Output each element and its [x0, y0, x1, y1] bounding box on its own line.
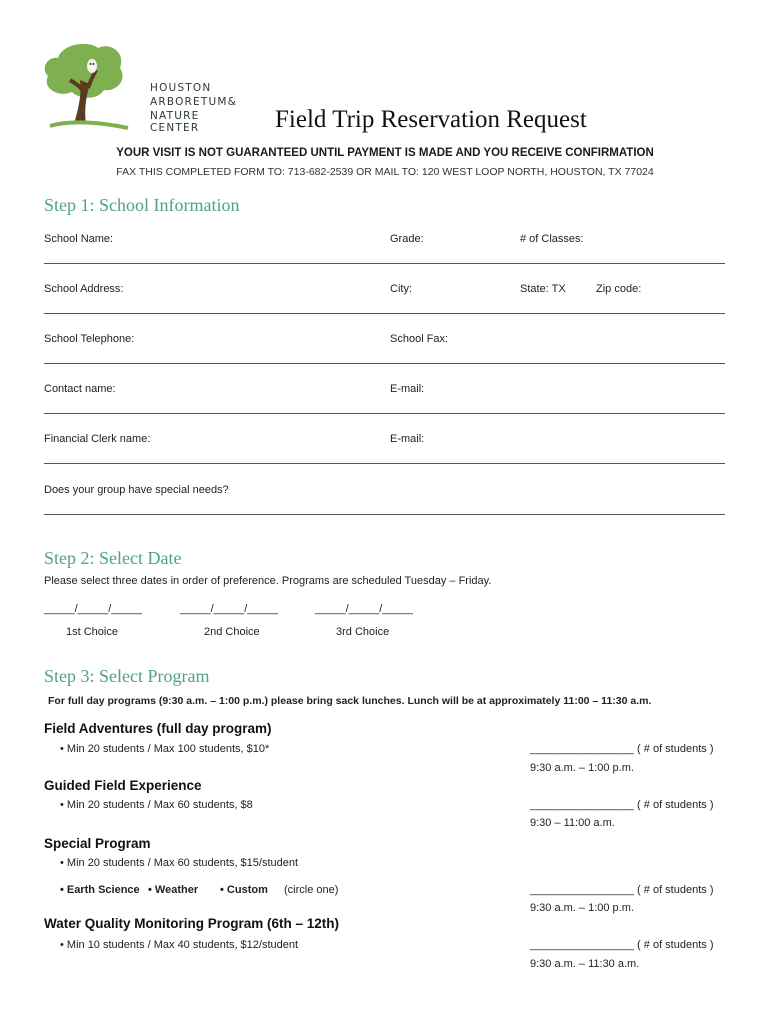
program-water-quality-title: Water Quality Monitoring Program (6th – 12th)	[44, 916, 340, 931]
logo-line-3: NATURE CENTER	[150, 110, 200, 134]
logo-line-2: ARBORETUM&	[150, 96, 238, 108]
program-water-quality-time: 9:30 a.m. – 11:30 a.m.	[530, 958, 640, 970]
option-weather[interactable]: • Weather	[148, 884, 199, 896]
logo-line-1: HOUSTON	[150, 82, 212, 94]
telephone-line[interactable]	[44, 363, 725, 364]
school-address-label: School Address:	[44, 283, 124, 295]
choice-3-label: 3rd Choice	[336, 626, 390, 638]
program-guided-field-time: 9:30 – 11:00 a.m.	[530, 817, 615, 829]
date-choice-2-field[interactable]: _____/_____/_____	[180, 603, 278, 615]
option-earth-science[interactable]: • Earth Science	[60, 884, 140, 896]
tree-owl-logo-icon	[40, 40, 130, 132]
program-special-time: 9:30 a.m. – 1:00 p.m.	[530, 902, 634, 914]
date-instructions: Please select three dates in order of preference. Programs are scheduled Tuesday – Friday.	[44, 575, 492, 587]
financial-clerk-label: Financial Clerk name:	[44, 433, 151, 445]
program-guided-field-detail: • Min 20 students / Max 60 students, $8	[60, 799, 253, 811]
arboretum-logo	[40, 40, 250, 132]
program-guided-field-title: Guided Field Experience	[44, 778, 202, 793]
school-name-label: School Name:	[44, 233, 114, 245]
program-guided-field-students-field[interactable]: _________________ ( # of students )	[530, 799, 714, 811]
contact-email-label: E-mail:	[390, 383, 425, 395]
city-label: City:	[390, 283, 412, 295]
program-field-adventures-title: Field Adventures (full day program)	[44, 721, 272, 736]
special-needs-line[interactable]	[44, 514, 725, 515]
program-field-adventures-time: 9:30 a.m. – 1:00 p.m.	[530, 762, 634, 774]
program-water-quality-detail: • Min 10 students / Max 40 students, $12/student	[60, 939, 299, 951]
school-name-line[interactable]	[44, 263, 725, 264]
financial-clerk-line[interactable]	[44, 463, 725, 464]
zip-label: Zip code:	[596, 283, 642, 295]
telephone-label: School Telephone:	[44, 333, 135, 345]
state-label: State: TX	[520, 283, 566, 295]
step2-heading: Step 2: Select Date	[44, 548, 182, 568]
financial-email-label: E-mail:	[390, 433, 425, 445]
step3-heading: Step 3: Select Program	[44, 666, 210, 686]
fax-mail-instructions: FAX THIS COMPLETED FORM TO: 713-682-2539 OR MAIL TO: 120 WEST LOOP NORTH, HOUSTON, TX 77024	[116, 166, 654, 178]
date-choice-3-field[interactable]: _____/_____/_____	[315, 603, 413, 615]
school-address-line[interactable]	[44, 313, 725, 314]
option-custom[interactable]: • Custom	[220, 884, 268, 896]
lunch-note: For full day programs (9:30 a.m. – 1:00 p.m.) please bring sack lunches. Lunch will be at approximately 11:00 – 11:30 a.m.	[48, 695, 652, 707]
choice-2-label: 2nd Choice	[204, 626, 260, 638]
page-title: Field Trip Reservation Request	[275, 106, 587, 133]
program-special-title: Special Program	[44, 836, 151, 851]
grade-label: Grade:	[390, 233, 424, 245]
program-field-adventures-detail: • Min 20 students / Max 100 students, $10*	[60, 743, 270, 755]
circle-one-note: (circle one)	[284, 884, 339, 896]
program-special-students-field[interactable]: _________________ ( # of students )	[530, 884, 714, 896]
contact-line[interactable]	[44, 413, 725, 414]
date-choice-1-field[interactable]: _____/_____/_____	[44, 603, 142, 615]
choice-1-label: 1st Choice	[66, 626, 118, 638]
program-water-quality-students-field[interactable]: _________________ ( # of students )	[530, 939, 714, 951]
special-needs-label: Does your group have special needs?	[44, 484, 229, 496]
school-fax-label: School Fax:	[390, 333, 449, 345]
contact-name-label: Contact name:	[44, 383, 116, 395]
program-field-adventures-students-field[interactable]: _________________ ( # of students )	[530, 743, 714, 755]
step1-heading: Step 1: School Information	[44, 195, 240, 215]
program-special-detail: • Min 20 students / Max 60 students, $15/student	[60, 857, 299, 869]
classes-label: # of Classes:	[520, 233, 584, 245]
guarantee-notice: YOUR VISIT IS NOT GUARANTEED UNTIL PAYMENT IS MADE AND YOU RECEIVE CONFIRMATION	[116, 147, 654, 159]
